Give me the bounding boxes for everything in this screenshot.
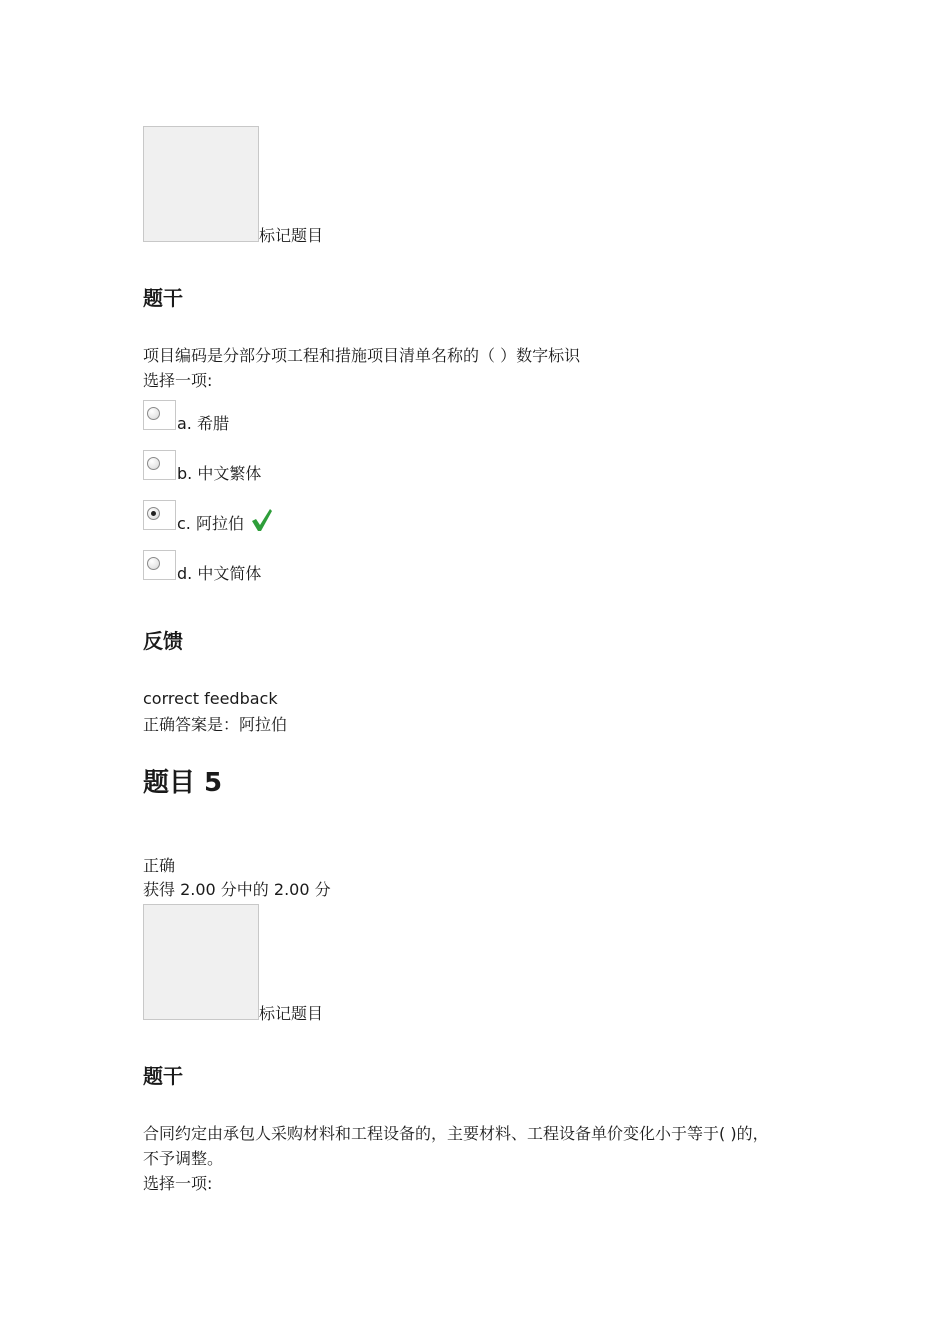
choose-prompt: 选择一项: — [143, 1174, 213, 1193]
radio-icon — [147, 407, 160, 420]
question-score: 获得 2.00 分中的 2.00 分 — [143, 880, 331, 899]
radio-checked-icon — [147, 507, 160, 520]
choose-prompt: 选择一项: — [143, 371, 213, 390]
question-title: 题目 5 — [143, 768, 223, 798]
option-c-label[interactable]: c. 阿拉伯 — [177, 514, 244, 533]
question-text-line1: 合同约定由承包人采购材料和工程设备的，主要材料、工程设备单价变化小于等于( )的， — [143, 1124, 769, 1143]
question-text-line2: 不予调整。 — [143, 1149, 224, 1168]
feedback-text: correct feedback — [143, 689, 278, 708]
option-d-label[interactable]: d. 中文简体 — [177, 564, 262, 583]
correct-answer: 正确答案是：阿拉伯 — [143, 715, 288, 734]
option-d-radio[interactable] — [143, 550, 176, 580]
flag-question-icon[interactable] — [143, 904, 259, 1020]
flag-question-label[interactable]: 标记题目 — [259, 226, 324, 245]
flag-question-icon[interactable] — [143, 126, 259, 242]
option-c-radio[interactable] — [143, 500, 176, 530]
option-a-radio[interactable] — [143, 400, 176, 430]
question-status: 正确 — [143, 856, 176, 875]
check-icon — [251, 508, 273, 532]
radio-icon — [147, 557, 160, 570]
question-text: 项目编码是分部分项工程和措施项目清单名称的（ ）数字标识 — [143, 346, 581, 365]
option-a-label[interactable]: a. 希腊 — [177, 414, 229, 433]
stem-heading: 题干 — [143, 286, 183, 310]
radio-icon — [147, 457, 160, 470]
option-b-radio[interactable] — [143, 450, 176, 480]
feedback-heading: 反馈 — [143, 629, 183, 653]
stem-heading: 题干 — [143, 1064, 183, 1088]
option-b-label[interactable]: b. 中文繁体 — [177, 464, 262, 483]
flag-question-label[interactable]: 标记题目 — [259, 1004, 324, 1023]
